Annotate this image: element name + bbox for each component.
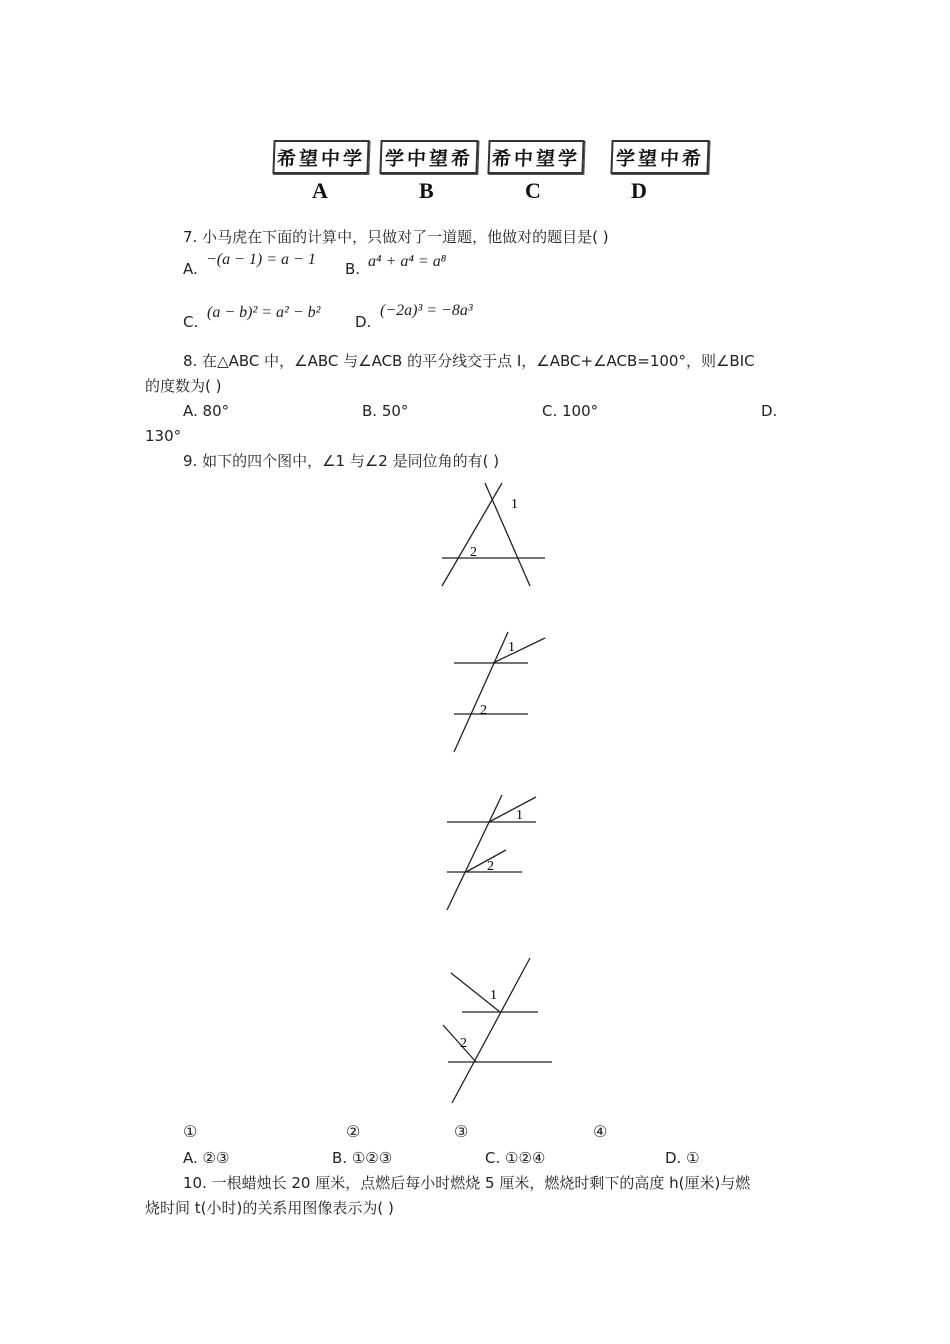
stamp-letter-b: B <box>419 178 434 203</box>
q9-figure-3 <box>444 792 542 914</box>
q9-figure-2 <box>450 630 550 755</box>
q8-option-b: B. 50° <box>362 402 409 420</box>
q9-figure-3-angle-2-label: 2 <box>487 859 494 874</box>
q9-option-c: C. ①②④ <box>485 1149 546 1167</box>
q8-option-d-cont: 130° <box>145 427 182 445</box>
q8-option-c: C. 100° <box>542 402 599 420</box>
q7-option-d-expr: (−2a)³ = −8a³ <box>380 302 473 319</box>
stamp-image-b: 学中望希 <box>379 140 478 174</box>
q7-option-b-label: B. <box>345 260 361 278</box>
stamp-letter-a: A <box>312 178 328 203</box>
q9-option-b: B. ①②③ <box>332 1149 393 1167</box>
q7-option-a-expr: −(a − 1) = a − 1 <box>206 251 316 268</box>
q8-stem-line1: 8. 在△ABC 中，∠ABC 与∠ACB 的平分线交于点 I，∠ABC+∠ACB=100°，则∠BIC <box>183 352 755 370</box>
q9-figure-2-angle-1-label: 1 <box>508 640 515 655</box>
q9-figure-2-angle-2-label: 2 <box>480 703 487 718</box>
q9-figure-1 <box>440 478 550 590</box>
q9-figure-4-angle-1-label: 1 <box>490 988 497 1003</box>
q9-figure-1-angle-1-label: 1 <box>511 497 518 512</box>
q7-option-b-expr: a⁴ + a⁴ = a⁸ <box>368 253 447 270</box>
q9-figure-4 <box>440 955 558 1105</box>
stamp-image-a: 希望中学 <box>272 140 369 174</box>
q8-option-d: D. <box>761 402 778 420</box>
stamp-letter-c: C <box>525 178 541 203</box>
q9-figure-4-angle-2-label: 2 <box>460 1036 467 1051</box>
q9-figure-mark-4: ④ <box>593 1124 608 1141</box>
q7-option-c-label: C. <box>183 313 199 331</box>
q8-stem-line2: 的度数为( ) <box>145 377 222 395</box>
q9-figure-mark-1: ① <box>183 1124 198 1141</box>
q9-figure-mark-3: ③ <box>454 1124 469 1141</box>
stamp-image-c: 希中望学 <box>487 140 584 174</box>
q7-option-a-label: A. <box>183 260 198 278</box>
q7-option-d-label: D. <box>355 313 372 331</box>
stamp-image-d: 学望中希 <box>610 140 709 174</box>
q9-figure-3-angle-1-label: 1 <box>516 808 523 823</box>
q9-figure-mark-2: ② <box>346 1124 361 1141</box>
q8-option-a: A. 80° <box>183 402 230 420</box>
q9-stem: 9. 如下的四个图中，∠1 与∠2 是同位角的有( ) <box>183 452 500 470</box>
q7-stem: 7. 小马虎在下面的计算中，只做对了一道题，他做对的题目是( ) <box>183 228 609 246</box>
q9-option-d: D. ① <box>665 1149 700 1167</box>
stamp-letter-d: D <box>631 178 647 203</box>
q7-option-c-expr: (a − b)² = a² − b² <box>207 304 321 321</box>
q10-stem-line1: 10. 一根蜡烛长 20 厘米，点燃后每小时燃烧 5 厘米，燃烧时剩下的高度 h(厘米)与燃 <box>183 1174 751 1192</box>
q10-stem-line2: 烧时间 t(小时)的关系用图像表示为( ) <box>145 1199 394 1217</box>
q9-option-a: A. ②③ <box>183 1149 230 1167</box>
q9-figure-1-angle-2-label: 2 <box>470 545 477 560</box>
